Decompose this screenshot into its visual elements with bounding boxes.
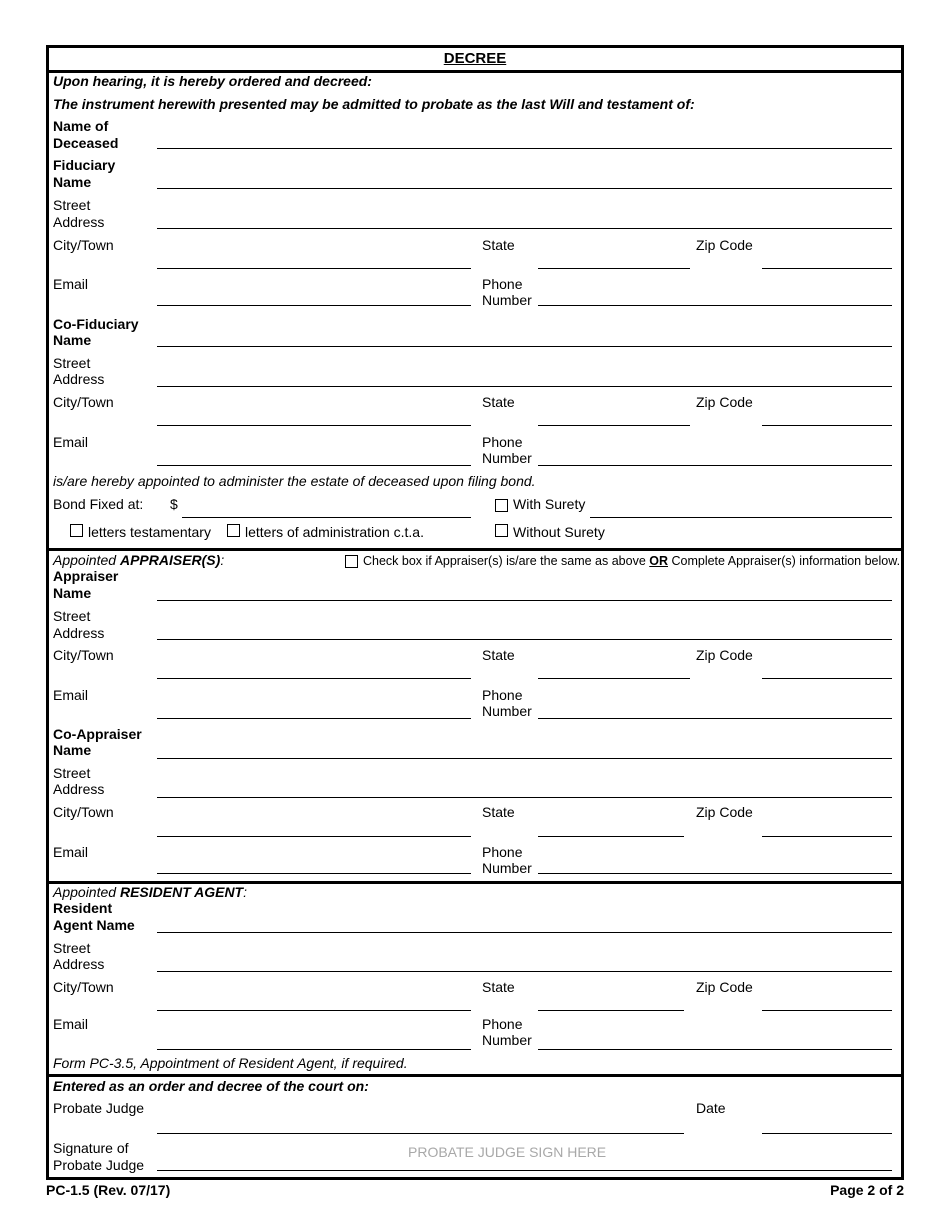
with-surety-checkbox[interactable] [495,499,508,512]
signature-label-1: Signature of [53,1140,129,1156]
fiduciary-name-label-2: Name [53,174,92,190]
co-fiduciary-zip-label: Zip Code [696,394,753,410]
appraiser-zip-label: Zip Code [696,647,753,663]
agent-name-field[interactable] [157,932,892,933]
co-appraiser-street-field[interactable] [157,797,892,798]
agent-street-field[interactable] [157,971,892,972]
co-fiduciary-email-label: Email [53,434,89,450]
letters-testamentary-label: letters testamentary [88,524,211,540]
appraiser-city-field[interactable] [157,678,471,679]
co-fiduciary-phone-label-1: Phone [482,434,523,450]
co-appraiser-zip-label: Zip Code [696,804,753,820]
co-appraiser-city-label: City/Town [53,804,114,820]
co-appraiser-city-field[interactable] [157,836,471,837]
agent-state-field[interactable] [538,1010,684,1011]
judge-name-field[interactable] [157,1133,684,1134]
appraiser-name-label-1: Appraiser [53,568,119,584]
fiduciary-city-field[interactable] [157,268,471,269]
fiduciary-phone-label-2: Number [482,292,532,308]
agent-form-note: Form PC-3.5, Appointment of Resident Agent, if required. [53,1055,408,1071]
signature-hint: PROBATE JUDGE SIGN HERE [408,1144,607,1160]
letters-admin-checkbox[interactable] [227,524,240,537]
fiduciary-email-label: Email [53,276,89,292]
appraiser-state-field[interactable] [538,678,690,679]
co-fiduciary-phone-label-2: Number [482,450,532,466]
fiduciary-street-label-2: Address [53,214,105,230]
agent-email-label: Email [53,1016,89,1032]
appraiser-phone-field[interactable] [538,718,892,719]
agent-email-field[interactable] [157,1049,471,1050]
appraiser-divider [49,548,901,551]
fiduciary-name-label-1: Fiduciary [53,157,116,173]
court-divider [49,1074,901,1077]
agent-state-label: State [482,979,515,995]
appraiser-email-field[interactable] [157,718,471,719]
co-fiduciary-email-field[interactable] [157,465,471,466]
co-fiduciary-phone-field[interactable] [538,465,892,466]
fiduciary-phone-field[interactable] [538,305,892,306]
co-appraiser-name-field[interactable] [157,758,892,759]
agent-street-label-1: Street [53,940,91,956]
agent-phone-label-1: Phone [482,1016,523,1032]
appraiser-same-text: Check box if Appraiser(s) is/are the same as above OR Complete Appraiser(s) information below. [363,554,901,568]
without-surety-label: Without Surety [513,524,605,540]
appraiser-name-field[interactable] [157,600,892,601]
fiduciary-street-label-1: Street [53,197,91,213]
deceased-name-label-1: Name of [53,118,109,134]
appraiser-street-label-2: Address [53,625,105,641]
agent-zip-field[interactable] [762,1010,892,1011]
co-fiduciary-state-label: State [482,394,515,410]
agent-phone-field[interactable] [538,1049,892,1050]
decree-instrument: The instrument herewith presented may be admitted to probate as the last Will and testament of: [53,96,695,112]
form-id: PC-1.5 (Rev. 07/17) [46,1182,171,1198]
co-appraiser-email-label: Email [53,844,89,860]
with-surety-label: With Surety [513,496,586,512]
co-appraiser-street-label-1: Street [53,765,91,781]
co-fiduciary-zip-field[interactable] [762,425,892,426]
agent-name-label-1: Resident [53,900,113,916]
appraiser-email-label: Email [53,687,89,703]
fiduciary-street-field[interactable] [157,228,892,229]
co-fiduciary-name-field[interactable] [157,346,892,347]
co-fiduciary-street-label-2: Address [53,371,105,387]
fiduciary-phone-label-1: Phone [482,276,523,292]
decree-intro: Upon hearing, it is hereby ordered and decreed: [53,73,372,89]
co-fiduciary-name-label-2: Name [53,332,92,348]
court-entered: Entered as an order and decree of the court on: [53,1078,369,1094]
bond-dollar-sign: $ [170,496,178,512]
co-appraiser-phone-field[interactable] [538,873,892,874]
page-title: DECREE [443,50,507,67]
agent-city-label: City/Town [53,979,114,995]
agent-street-label-2: Address [53,956,105,972]
co-appraiser-zip-field[interactable] [762,836,892,837]
co-fiduciary-city-field[interactable] [157,425,471,426]
fiduciary-city-label: City/Town [53,237,114,253]
co-fiduciary-name-label-1: Co-Fiduciary [53,316,139,332]
appraiser-state-label: State [482,647,515,663]
co-fiduciary-state-field[interactable] [538,425,690,426]
without-surety-checkbox[interactable] [495,524,508,537]
co-appraiser-street-label-2: Address [53,781,105,797]
appraiser-street-field[interactable] [157,639,892,640]
co-appraiser-email-field[interactable] [157,873,471,874]
deceased-name-label-2: Deceased [53,135,119,151]
appraiser-same-checkbox[interactable] [345,555,358,568]
fiduciary-state-label: State [482,237,515,253]
letters-admin-label: letters of administration c.t.a. [245,524,424,540]
appraiser-street-label-1: Street [53,608,91,624]
fiduciary-zip-field[interactable] [762,268,892,269]
fiduciary-state-field[interactable] [538,268,690,269]
agent-phone-label-2: Number [482,1032,532,1048]
signature-label-2: Probate Judge [53,1157,145,1173]
appraiser-city-label: City/Town [53,647,114,663]
co-fiduciary-city-label: City/Town [53,394,114,410]
agent-city-field[interactable] [157,1010,471,1011]
appointed-text: is/are hereby appointed to administer the estate of deceased upon filing bond. [53,473,536,489]
date-field[interactable] [762,1133,892,1134]
fiduciary-name-field[interactable] [157,188,892,189]
co-appraiser-name-label-1: Co-Appraiser [53,726,142,742]
appraiser-phone-label-2: Number [482,703,532,719]
signature-field[interactable] [157,1170,892,1171]
fiduciary-email-field[interactable] [157,305,471,306]
date-label: Date [696,1100,726,1116]
agent-zip-label: Zip Code [696,979,753,995]
page-number: Page 2 of 2 [830,1182,904,1198]
co-fiduciary-street-field[interactable] [157,386,892,387]
appraiser-zip-field[interactable] [762,678,892,679]
appraiser-phone-label-1: Phone [482,687,523,703]
letters-testamentary-checkbox[interactable] [70,524,83,537]
co-appraiser-state-label: State [482,804,515,820]
agent-heading: Appointed RESIDENT AGENT: [53,884,247,900]
surety-field[interactable] [590,517,892,518]
appraiser-name-label-2: Name [53,585,92,601]
co-appraiser-name-label-2: Name [53,742,92,758]
co-appraiser-phone-label-2: Number [482,860,532,876]
bond-label: Bond Fixed at: [53,496,144,512]
co-appraiser-state-field[interactable] [538,836,684,837]
appraiser-heading: Appointed APPRAISER(S): [53,552,225,568]
deceased-name-field[interactable] [157,148,892,149]
co-fiduciary-street-label-1: Street [53,355,91,371]
agent-name-label-2: Agent Name [53,917,135,933]
bond-amount-field[interactable] [182,517,471,518]
judge-label: Probate Judge [53,1100,145,1116]
fiduciary-zip-label: Zip Code [696,237,753,253]
co-appraiser-phone-label-1: Phone [482,844,523,860]
